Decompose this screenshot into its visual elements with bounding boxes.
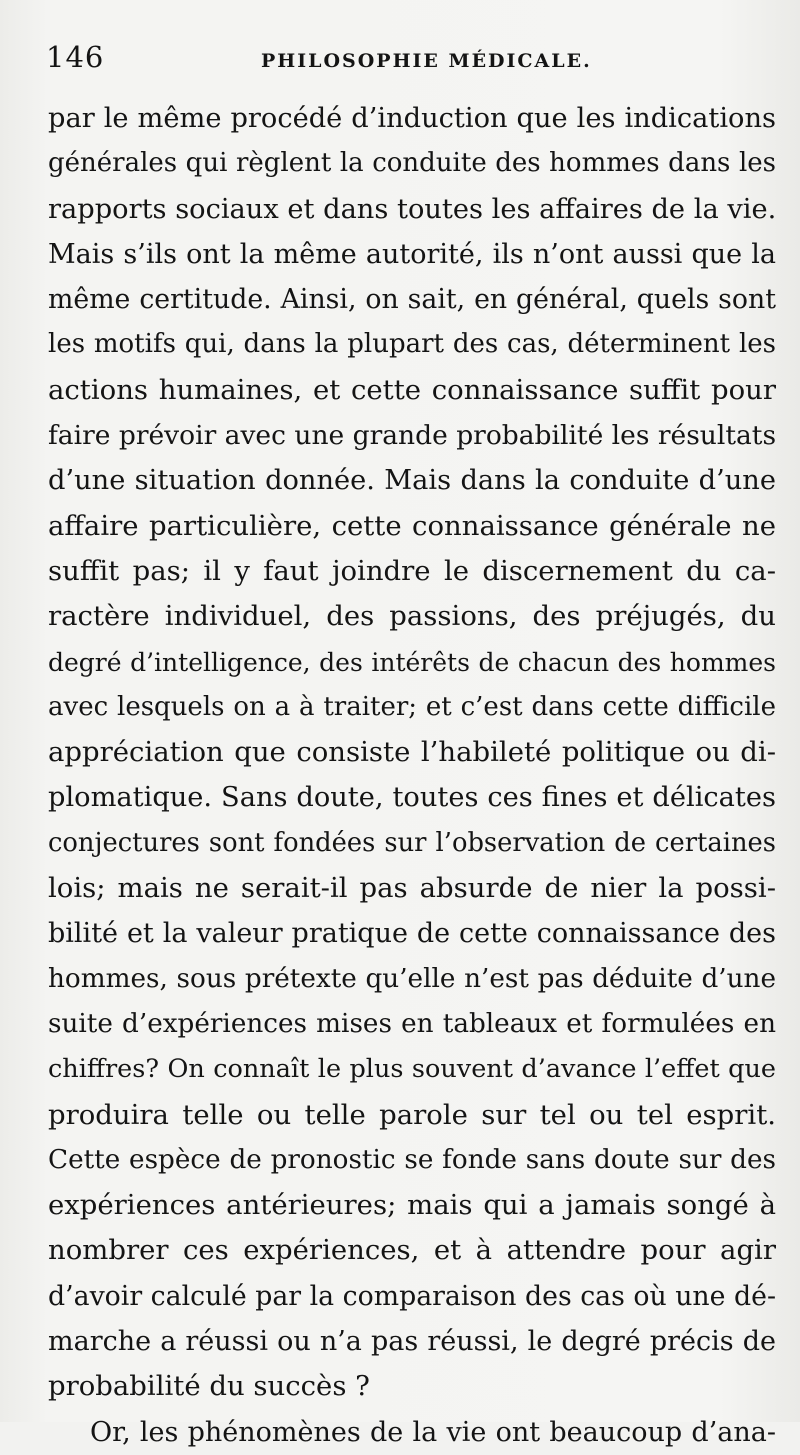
page-header (46, 40, 766, 84)
text-line: avec lesquels on a à traiter; et c’est dans cette difficile (48, 691, 776, 722)
text-line: générales qui règlent la conduite des hommes dans les (48, 148, 776, 179)
text-line: expériences antérieures; mais qui a jamais songé à (48, 1189, 776, 1222)
text-line: suite d’expériences mises en tableaux et formulées en (48, 1008, 776, 1039)
text-line: Or, les phénomènes de la vie ont beaucoup d’ana- (90, 1416, 776, 1448)
text-line: d’une situation donnée. Mais dans la conduite d’une (48, 465, 776, 497)
text-line: Cette espèce de pronostic se fonde sans doute sur des (48, 1144, 776, 1175)
text-line: d’avoir calculé par la comparaison des cas où une dé- (48, 1280, 776, 1312)
text-line: même certitude. Ainsi, on sait, en général, quels sont (48, 284, 776, 316)
text-line: rapports sociaux et dans toutes les affaires de la vie. (48, 193, 776, 225)
text-line: hommes, sous prétexte qu’elle n’est pas déduite d’une (48, 963, 776, 994)
text-line: les motifs qui, dans la plupart des cas, déterminent les (48, 329, 776, 360)
text-line: faire prévoir avec une grande probabilité les résultats (48, 420, 776, 452)
text-line: nombrer ces expériences, et à attendre pour agir (48, 1234, 776, 1267)
page-number: 146 (46, 40, 105, 74)
text-line: conjectures sont fondées sur l’observation de certaines (48, 827, 776, 858)
text-line: Mais s’ils ont la même autorité, ils n’ont aussi que la (48, 238, 776, 270)
body-text (48, 96, 776, 1455)
text-line: suffit pas; il y faut joindre le discernement du ca- (48, 554, 776, 587)
text-line: plomatique. Sans doute, toutes ces fines et délicates (48, 782, 776, 814)
text-line: appréciation que consiste l’habileté politique ou di- (48, 736, 776, 769)
text-line: lois; mais ne serait-il pas absurde de nier la possi- (48, 872, 776, 905)
text-line: par le même procédé d’induction que les indications (48, 103, 776, 134)
text-line: marche a réussi ou n’a pas réussi, le degré précis de (48, 1326, 776, 1358)
text-line: probabilité du succès ? (48, 1370, 370, 1403)
text-line: produira telle ou telle parole sur tel ou tel esprit. (48, 1098, 776, 1131)
text-line: actions humaines, et cette connaissance suffit pour (48, 373, 776, 406)
text-line: degré d’intelligence, des intérêts de chacun des hommes (48, 647, 776, 677)
text-line: bilité et la valeur pratique de cette connaissance des (48, 918, 776, 950)
running-head: PHILOSOPHIE MÉDICALE. (261, 50, 592, 72)
text-line: chiffres? On connaît le plus souvent d’avance l’effet que (48, 1054, 776, 1085)
text-line: ractère individuel, des passions, des préjugés, du (48, 600, 776, 633)
text-line: affaire particulière, cette connaissance générale ne (48, 509, 776, 542)
